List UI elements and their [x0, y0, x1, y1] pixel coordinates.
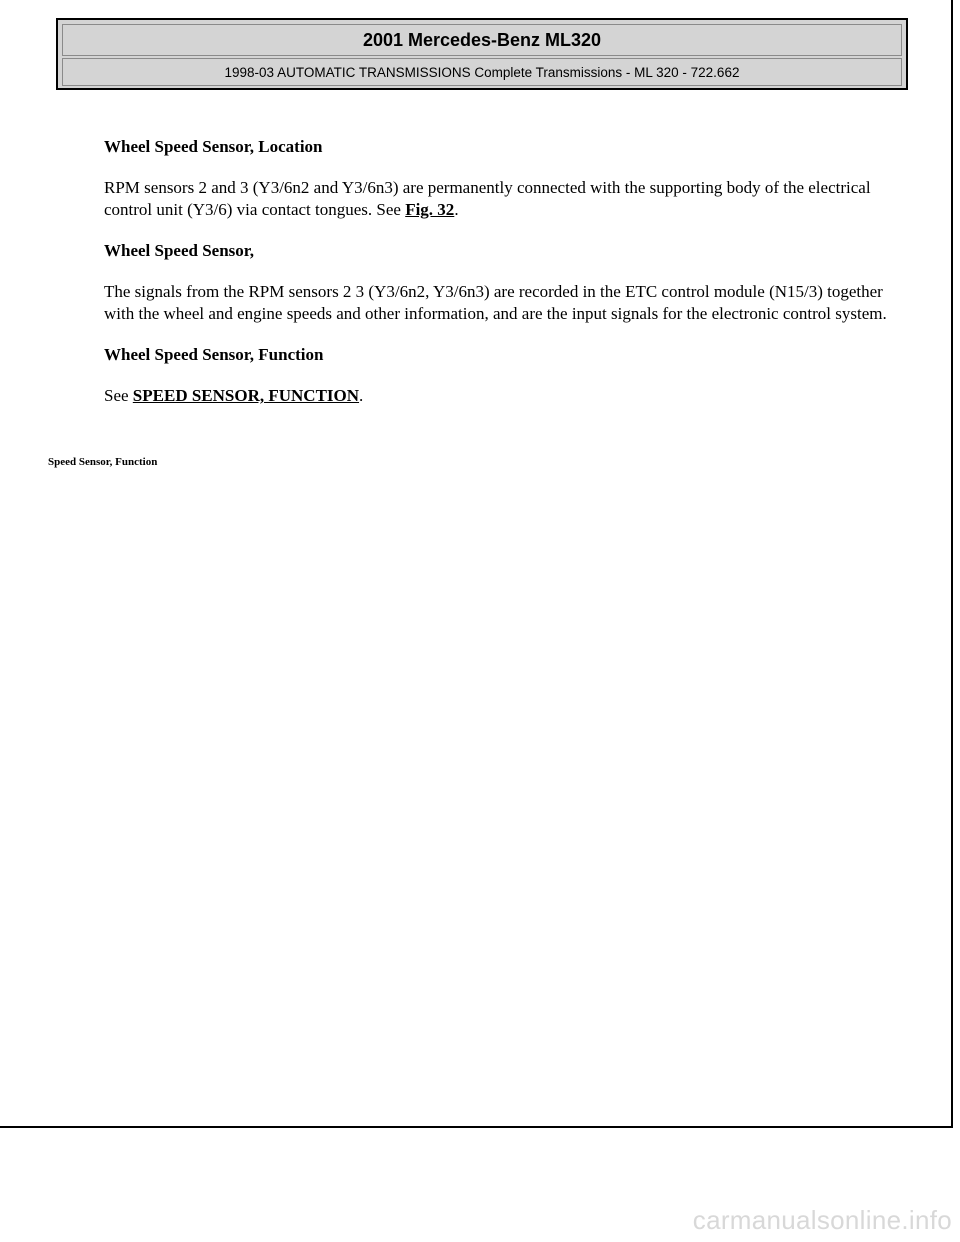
speed-sensor-function-link[interactable]: SPEED SENSOR, FUNCTION: [132, 386, 360, 405]
header-title: 2001 Mercedes-Benz ML320: [62, 24, 902, 56]
fig-32-link[interactable]: Fig. 32: [405, 200, 455, 219]
function-text-end: .: [359, 386, 364, 405]
section-heading-function: Wheel Speed Sensor, Function: [104, 345, 324, 364]
watermark: carmanualsonline.info: [692, 1205, 952, 1235]
header-subtitle: 1998-03 AUTOMATIC TRANSMISSIONS Complete Transmissions - ML 320 - 722.662: [62, 58, 902, 86]
section-text-signals: The signals from the RPM sensors 2 3 (Y3/6n2, Y3/6n3) are recorded in the ETC control module (N15/3) together with the wheel and engine speeds and other information, and are the input signals for the electronic control system.: [104, 282, 887, 323]
section-heading-location: Wheel Speed Sensor, Location: [104, 137, 323, 156]
location-text-end: .: [454, 200, 459, 219]
function-text: See: [104, 386, 133, 405]
section-text-function: [104, 385, 904, 407]
location-text: RPM sensors 2 and 3 (Y3/6n2 and Y3/6n3) are permanently connected with the supporting body of the electrical control unit (Y3/6) via contact tongues. See: [104, 178, 871, 219]
document-body: [104, 136, 904, 426]
figure-caption: Speed Sensor, Function: [48, 456, 158, 468]
section-text-location: [104, 177, 904, 221]
document-header: [56, 18, 908, 90]
section-heading-signals: Wheel Speed Sensor,: [104, 241, 255, 260]
